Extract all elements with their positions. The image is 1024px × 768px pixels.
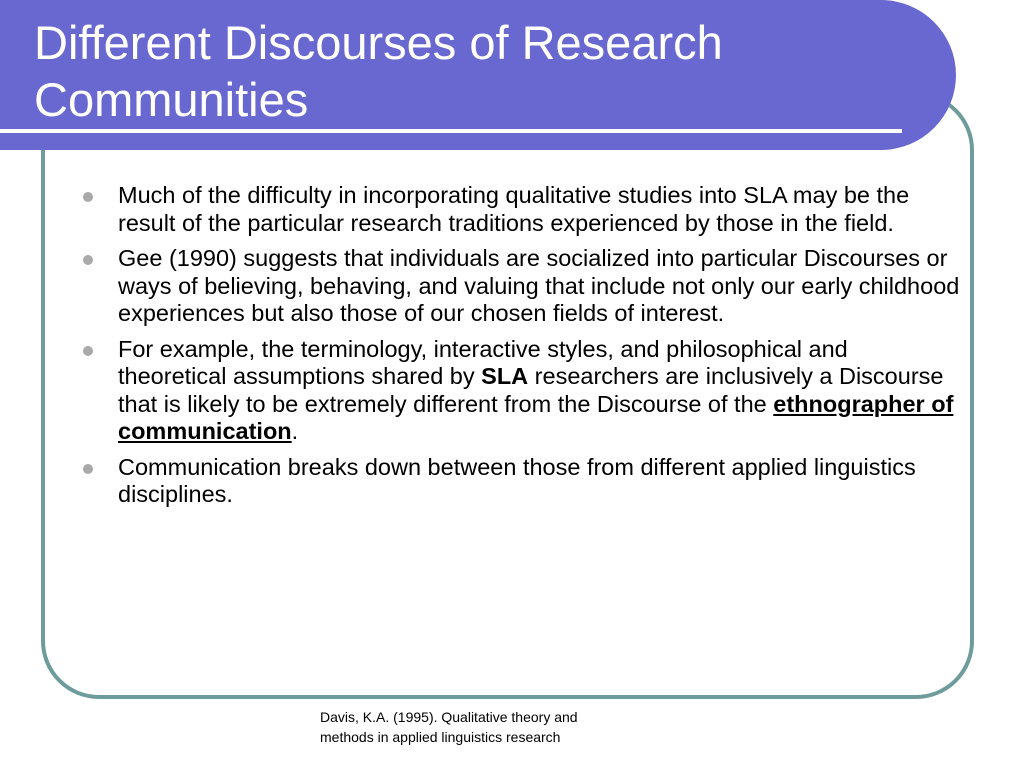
bullet-dot-icon (83, 255, 93, 265)
bullet-item-gee-discourses (80, 245, 960, 328)
citation-line-1: Davis, K.A. (1995). Qualitative theory and (320, 709, 578, 725)
bullet-item-research-traditions (80, 182, 960, 237)
title-line-1: Different Discourses of Research (34, 16, 723, 69)
citation (320, 707, 650, 747)
bullet-dot-icon (83, 346, 93, 356)
title-line-2: Communities (34, 73, 309, 126)
ethnographer-of-communication-link[interactable]: ethnographer of communication (118, 390, 954, 444)
title-band (0, 0, 956, 150)
bullet-dot-icon (83, 464, 93, 474)
slide-title (34, 14, 914, 128)
bullet-item-communication-breakdown (80, 454, 960, 509)
bullet-text-middle: researchers are inclusively a Discourse that is likely to be extremely different from the Discourse of the (118, 363, 944, 417)
citation-line-2: methods in applied linguistics research (320, 729, 561, 745)
bullet-list (80, 182, 960, 517)
bullet-text-before: For example, the terminology, interactive styles, and philosophical and theoretical assumptions shared by (118, 335, 848, 389)
bullet-text: Gee (1990) suggests that individuals are socialized into particular Discourses or ways of believing, behaving, and valuing that include not only our early childhood experiences but also those of our chosen fields of interest. (118, 245, 960, 326)
title-underline (0, 129, 902, 133)
bullet-dot-icon (83, 192, 93, 202)
bullet-text: Much of the difficulty in incorporating qualitative studies into SLA may be the result of the particular research traditions experienced by those in the field. (118, 182, 910, 236)
sla-term: SLA (481, 363, 529, 389)
bullet-text-after: . (291, 418, 299, 444)
bullet-text: Communication breaks down between those from different applied linguistics disciplines. (118, 453, 916, 507)
bullet-item-sla-example (80, 336, 960, 446)
